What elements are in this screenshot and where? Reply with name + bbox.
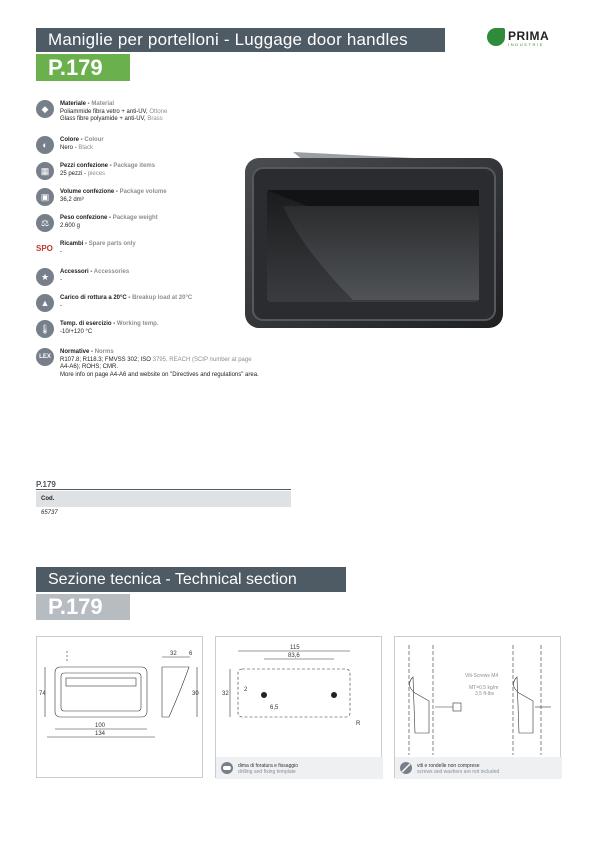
material-icon: ◆ (36, 100, 54, 118)
weight-icon: ⚖ (36, 214, 54, 232)
spec-label-en: Norms (94, 349, 114, 355)
dim-100: 100 (95, 723, 106, 729)
breakup-icon: ▲ (36, 294, 54, 312)
spec-label-it: Materiale (60, 101, 87, 107)
spec-row-package: ▦ Pezzi confezione - Package items 25 pezzi - pieces (36, 162, 336, 186)
note-torque-imperial: 3,5 ft-lbs (475, 691, 495, 697)
drawing-panel-template (215, 636, 382, 778)
spec-value: - (60, 276, 62, 283)
spec-row-spare-parts: SPO Ricambi - Spare parts only - (36, 241, 136, 255)
spec-value: - (60, 248, 62, 255)
technical-section-title: Sezione tecnica - Technical section (36, 567, 346, 592)
temperature-icon: 🌡 (36, 320, 54, 338)
spec-label-en: Colour (84, 137, 104, 143)
spec-value: 25 pezzi - (60, 170, 88, 177)
spec-value: R107.8; R118.3; FMVSS 302; ISO (60, 356, 153, 363)
spec-label-it: Temp. di esercizio (60, 321, 112, 327)
spec-value: - (60, 302, 62, 309)
product-photo (243, 150, 505, 330)
table-row: 65737 (41, 510, 58, 516)
spec-label-en: Spare parts only (88, 241, 136, 247)
accessories-icon: ★ (36, 268, 54, 286)
drawing-panel-dimensions (36, 636, 203, 778)
colour-icon: ◐ (36, 136, 54, 154)
logo-mark-icon (487, 28, 505, 46)
spec-label-en: Package items (113, 163, 156, 169)
spec-value: 36,2 dm³ (60, 196, 84, 203)
dim-2: 2 (244, 687, 248, 693)
spec-value: 2.600 g (60, 222, 81, 229)
dim-radius: R (356, 721, 361, 727)
spec-value-en: 3795, REACH (SCIP number at page (152, 356, 252, 363)
spec-row-weight: ⚖ Peso confezione - Package weight 2.600 g (36, 214, 336, 238)
brand-logo (487, 28, 561, 48)
table-header (36, 491, 291, 507)
spec-value: Glass fibre polyamide + anti-UV, (60, 116, 148, 122)
spec-row-colour: ◐ Colore - Colour Nero - Black (36, 136, 336, 160)
package-icon: ▦ (36, 162, 54, 180)
dim-32: 32 (222, 691, 229, 697)
spec-label-en: Material (91, 101, 115, 107)
spec-label-en: Breakup load at 20°C (132, 295, 193, 301)
dim-6-5: 6,5 (270, 705, 279, 711)
spec-row-temperature: 🌡 Temp. di esercizio - Working temp. -10/+120 °C (36, 320, 336, 344)
dim-30: 30 (192, 691, 199, 697)
dim-6: 6 (189, 651, 193, 657)
dim-32: 32 (170, 651, 177, 657)
logo-subtext: INDUSTRIE (508, 42, 544, 47)
spec-label-en: Working temp. (116, 321, 159, 327)
spec-label-it: Ricambi (60, 241, 84, 247)
note-screws: Viti-Screws M4 (465, 673, 499, 679)
dim-83-6: 83,6 (288, 653, 300, 659)
spec-label-it: Accessori (60, 269, 89, 275)
spec-label-en: Package weight (112, 215, 158, 221)
spec-label-it: Peso confezione (60, 215, 108, 221)
spec-value-en: pieces (87, 170, 106, 177)
spec-value: -10/+120 °C (60, 328, 93, 335)
product-code: P.179 (36, 54, 130, 81)
dim-115: 115 (290, 645, 300, 651)
spec-value: More info on page A4-A6 and website on "Directives and regulations" area. (60, 371, 259, 378)
spec-row-material: ◆ Materiale - Material Poliammide fibra vetro + anti-UV, Ottone Glass fibre polyamide + anti-UV, Brass (36, 100, 336, 124)
spec-row-lex: LEX Normative - Norms R107.8; R118.3; FMVSS 302; ISO 3795, REACH (SCIP number at page A4-A6); ROHS; CMR. More info on page A4-A6 and website on "Directives and regulations" area. (36, 348, 336, 372)
dim-134: 134 (95, 731, 106, 737)
spare-parts-icon: SPO (36, 244, 53, 253)
note-torque: MT=0,5 kg/m (469, 685, 499, 691)
spec-value-en: Brass (147, 116, 163, 122)
table-title: P.179 (36, 480, 56, 489)
column-header-code: Cod. (41, 496, 55, 502)
spec-label-it: Volume confezione (60, 189, 115, 195)
volume-icon: ▣ (36, 188, 54, 206)
spec-value: Poliammide fibra vetro + anti-UV, (60, 108, 150, 115)
caption-template-it: dima di foratura e fissaggio (238, 763, 299, 769)
drawing-panel-installation (394, 636, 561, 778)
spec-label-it: Pezzi confezione (60, 163, 109, 169)
logo-text: PRIMA (508, 29, 550, 43)
page-title: Maniglie per portelloni - Luggage door handles (36, 28, 445, 52)
caption-template-en: drilling and fixing template (238, 769, 296, 775)
caption-screws-en: screws and washers are not included (417, 769, 500, 775)
spec-value-en: Ottone (149, 108, 168, 115)
spec-label-it: Carico di rottura a 20°C (60, 295, 127, 301)
spec-row-volume: ▣ Volume confezione - Package volume 36,2 dm³ (36, 188, 336, 212)
spec-value-en: Black (78, 144, 94, 151)
spec-label-it: Colore (60, 137, 80, 143)
spec-value: Nero - (60, 144, 79, 151)
spec-row-accessories: ★ Accessori - Accessories - (36, 268, 336, 292)
dim-74: 74 (39, 691, 46, 697)
spec-value: A4-A6); ROHS; CMR. (60, 364, 119, 370)
spec-row-breakup: ▲ Carico di rottura a 20°C - Breakup load at 20°C - (36, 294, 336, 318)
table-divider (36, 489, 291, 490)
lex-icon: LEX (36, 348, 54, 366)
spec-label-en: Package volume (119, 189, 167, 195)
spec-label-it: Normative (60, 349, 90, 355)
spec-label-en: Accessories (93, 269, 130, 275)
caption-screws-it: viti e rondelle non comprese (417, 763, 480, 769)
technical-section-code: P.179 (36, 594, 130, 620)
